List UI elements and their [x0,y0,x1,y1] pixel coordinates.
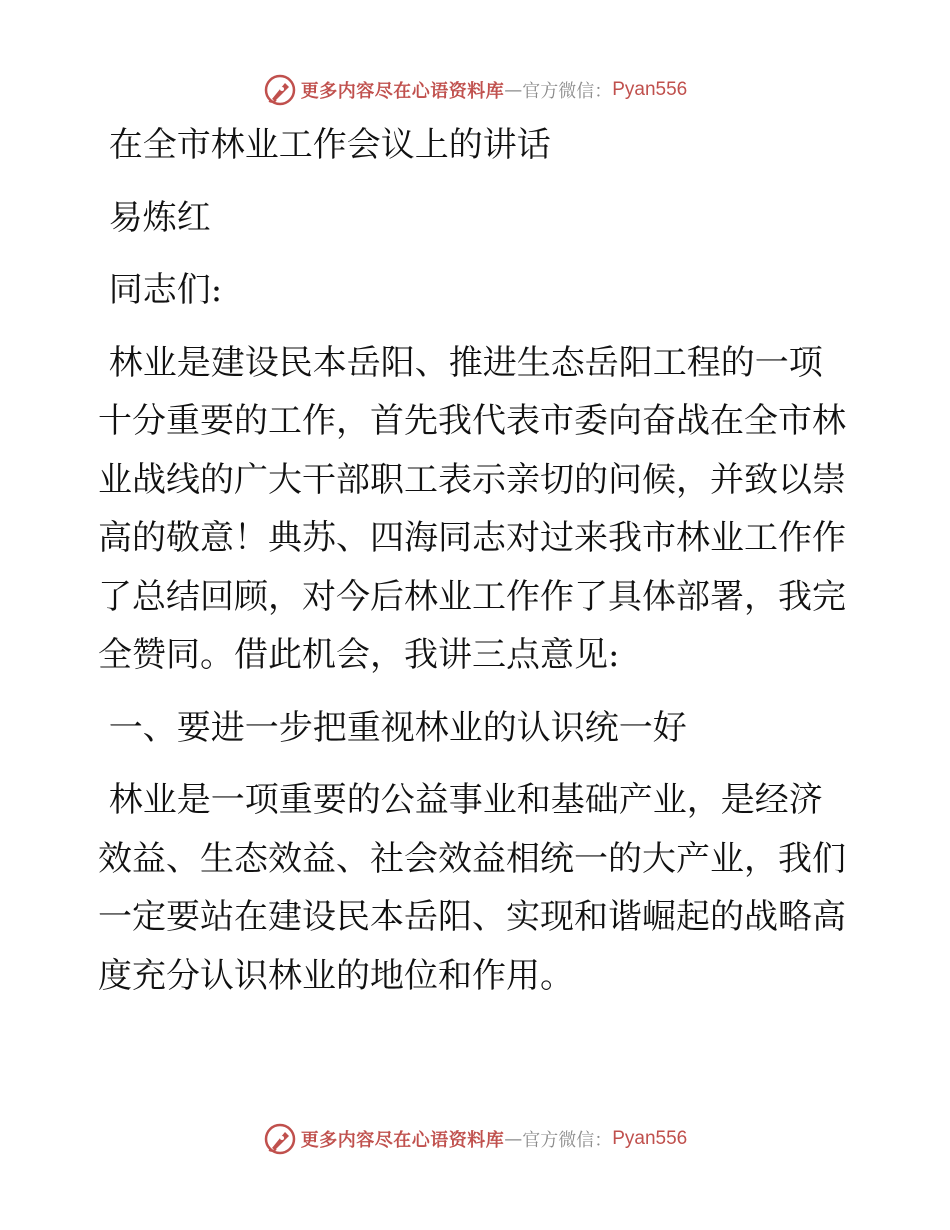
paragraph-2-line: 度充分认识林业的地位和作用。 [98,955,574,996]
footer-promo-text: 更多内容尽在心语资料库 [300,1130,505,1151]
paragraph-2-line: 效益、生态效益、社会效益相统一的大产业，我们 [98,838,846,879]
header-promo-text: 更多内容尽在心语资料库 [300,81,505,102]
paragraph-1-line: 了总结回顾，对今后林业工作作了具体部署，我完 [98,576,846,617]
paragraph-1-line: 林业是建设民本岳阳、推进生态岳阳工程的一项 [98,342,823,383]
document-body [98,116,858,1005]
paragraph-2-line: 一定要站在建设民本岳阳、实现和谐崛起的战略高 [98,897,846,937]
paragraph-1-line: 十分重要的工作，首先我代表市委向奋战在全市林 [98,401,846,441]
footer-wechat-label: 官方微信： [522,1130,613,1151]
paragraph-2-line: 林业是一项重要的公益事业和基础产业，是经济 [98,780,823,820]
header-dash: — [504,79,523,101]
footer-dash: — [504,1128,523,1150]
paragraph-1-line: 全赞同。借此机会，我讲三点意见: [98,635,620,675]
paragraph-1-line: 高的敬意！典苏、四海同志对过来我市林业工作作 [98,518,846,558]
document-greeting: 同志们: [98,270,223,310]
pen-nib-circle-logo-icon [263,73,297,107]
section-1-heading: 一、要进一步把重视林业的认识统一好 [98,707,687,748]
header-banner [0,70,950,110]
footer-wechat-id: Pyan556 [612,1128,688,1149]
header-wechat-label: 官方微信： [522,81,613,102]
paragraph-1-line: 业战线的广大干部职工表示亲切的问候，并致以崇 [98,459,846,500]
document-title: 在全市林业工作会议上的讲话 [98,125,551,165]
pen-nib-circle-logo-icon [263,1122,297,1156]
header-wechat-id: Pyan556 [612,79,688,100]
paragraph-2 [98,771,858,1005]
paragraph-1 [98,334,858,685]
document-author: 易炼红 [98,197,211,238]
footer-banner [0,1119,950,1159]
